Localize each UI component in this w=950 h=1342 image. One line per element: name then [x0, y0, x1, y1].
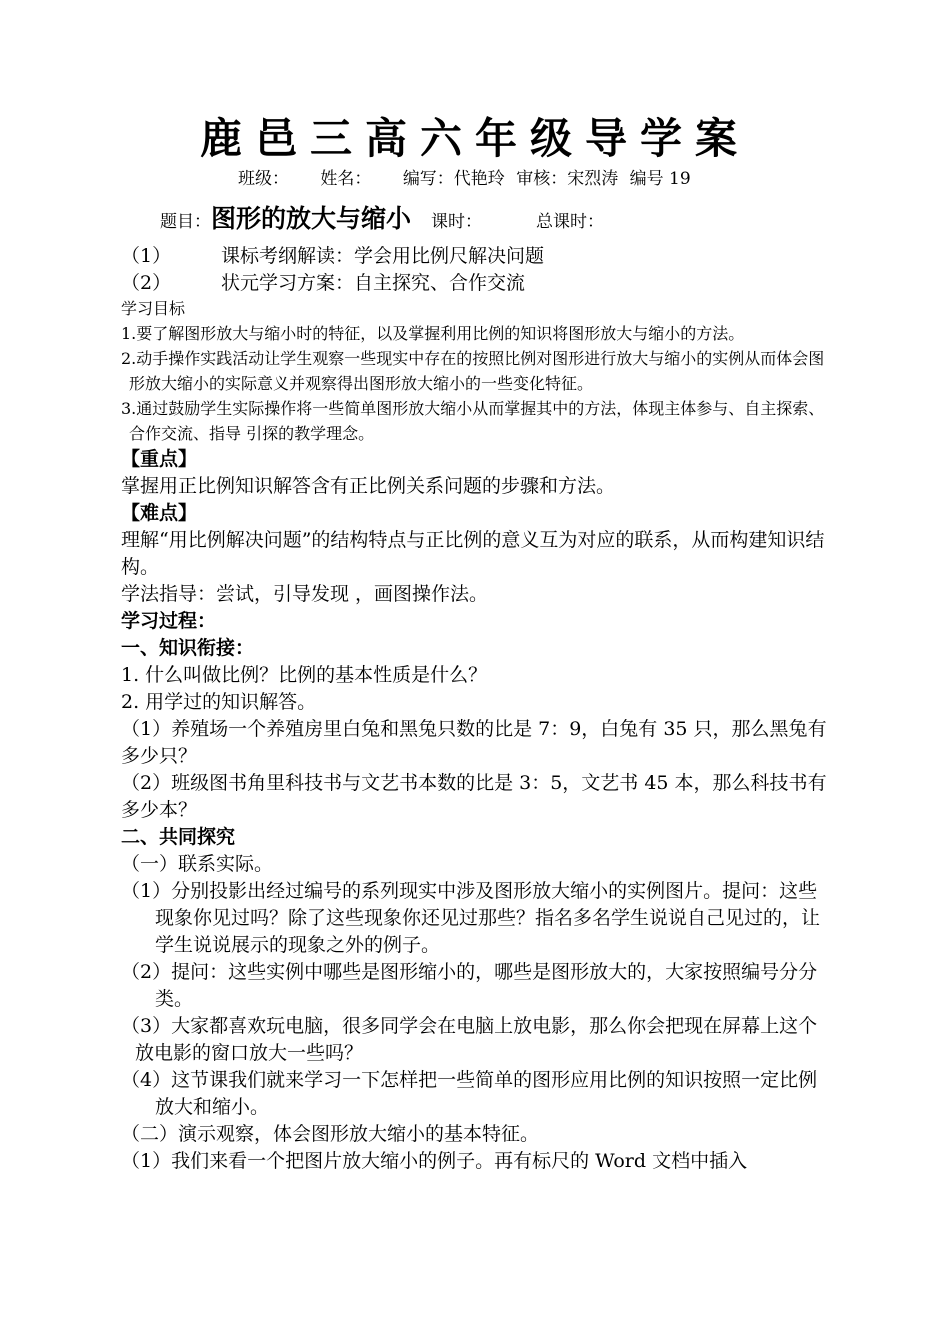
explore-item: （1）分别投影出经过编号的系列现实中涉及图形放大缩小的实例图片。提问：这些现象你见过吗？除了这些现象你还见过那些？指名多名学生说说自己见过的，让学生说说展示的现象之外的例子。 [121, 880, 821, 956]
reviewer-text: 审核：宋烈涛 [516, 169, 619, 189]
class-label: 班级： [238, 169, 289, 189]
explore-item: （1）我们来看一个把图片放大缩小的例子。再有标尺的 Word 文档中插入 [121, 1150, 748, 1172]
objectives-heading: 学习目标 [121, 299, 186, 318]
objective-item: 1.要了解图形放大与缩小时的特征，以及掌握利用比例的知识将图形放大与缩小的方法。 [121, 324, 745, 343]
difficulty-text: 理解“用比例解决问题”的结构特点与正比例的意义互为对应的联系，从而构建知识结构。 [121, 529, 825, 578]
name-label: 姓名： [320, 169, 372, 189]
process-heading: 学习过程： [121, 610, 217, 632]
explore-item: （2）提问：这些实例中哪些是图形缩小的，哪些是图形放大的，大家按照编号分分类。 [121, 961, 818, 1010]
topic-row [160, 201, 604, 240]
question-item: 1. 什么叫做比例？比例的基本性质是什么？ [121, 664, 488, 686]
intro-item: （2） 状元学习方案：自主探究、合作交流 [121, 272, 526, 294]
hours-label: 课时： [431, 212, 483, 232]
key-point-heading: 【重点】 [121, 448, 198, 470]
editor-text: 编写：代艳玲 [402, 169, 505, 189]
objective-item: 2.动手操作实践活动让学生观察一些现实中存在的按照比例对图形进行放大与缩小的实例从而体会图形放大缩小的实际意义并观察得出图形放大缩小的一些变化特征。 [121, 349, 825, 393]
objective-item: 3.通过鼓励学生实际操作将一些简单图形放大缩小从而掌握其中的方法，体现主体参与、自主探索、合作交流、指导 引探的教学理念。 [121, 399, 825, 443]
part2-heading: 二、共同探究 [121, 826, 236, 848]
header-meta [238, 167, 697, 191]
topic-value: 图形的放大与缩小 [211, 204, 412, 233]
sub-question: （1）养殖场一个养殖房里白兔和黑兔只数的比是 7：9，白兔有 35 只，那么黑兔有多少只？ [121, 718, 827, 767]
method-text: 学法指导：尝试，引导发现 ，画图操作法。 [121, 583, 489, 605]
document-title: 鹿邑三高六年级导学案 [199, 114, 750, 163]
sub-question: （2）班级图书角里科技书与文艺书本数的比是 3：5，文艺书 45 本，那么科技书有多少本？ [121, 772, 827, 821]
section-heading: （二）演示观察，体会图形放大缩小的基本特征。 [121, 1123, 540, 1145]
key-point-text: 掌握用正比例知识解答含有正比例关系问题的步骤和方法。 [121, 475, 616, 497]
part1-heading: 一、知识衔接： [121, 637, 255, 659]
total-hours-label: 总课时： [536, 212, 605, 232]
topic-label: 题目： [160, 212, 211, 232]
document-body [121, 243, 829, 1175]
serial-number: 编号 19 [629, 169, 691, 189]
explore-item: （4）这节课我们就来学习一下怎样把一些简单的图形应用比例的知识按照一定比例放大和缩小。 [121, 1069, 818, 1118]
intro-item: （1） 课标考纲解读：学会用比例尺解决问题 [121, 245, 545, 267]
difficulty-heading: 【难点】 [121, 502, 198, 524]
question-item: 2. 用学过的知识解答。 [121, 691, 317, 713]
explore-item: （3）大家都喜欢玩电脑，很多同学会在电脑上放电影，那么你会把现在屏幕上这个放电影的窗口放大一些吗？ [121, 1015, 818, 1064]
section-heading: （一）联系实际。 [121, 853, 274, 875]
